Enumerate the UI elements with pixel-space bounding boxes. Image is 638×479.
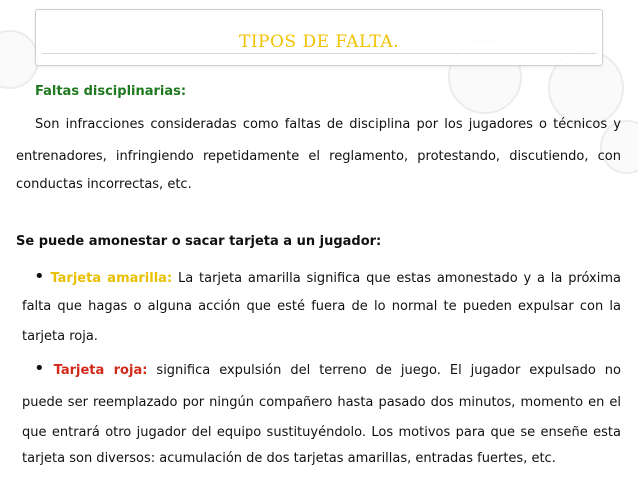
decorative-ball [0, 30, 39, 89]
paragraph-line: falta que hagas o alguna acción que esté fuera de lo normal te pueden expulsar con la [22, 299, 621, 314]
bullet: • [34, 266, 45, 287]
section-heading-cards: Se puede amonestar o sacar tarjeta a un jugador: [16, 234, 382, 249]
title-divider [42, 53, 596, 54]
yellow-card-text: La tarjeta amarilla significa que estas amonestado y a la próxima [177, 271, 621, 286]
paragraph-line: puede ser reemplazado por ningún compañero hasta pasado dos minutos, momento en el [22, 395, 621, 410]
paragraph-line: que entrará otro jugador del equipo sustituyéndolo. Los motivos para que se enseñe esta [22, 425, 621, 440]
title-box [35, 9, 603, 66]
paragraph-line: tarjeta son diversos: acumulación de dos tarjetas amarillas, entradas fuertes, etc. [22, 451, 556, 466]
red-card-label: Tarjeta roja: [53, 363, 148, 378]
yellow-card-item [34, 266, 621, 287]
red-card-item [34, 358, 621, 379]
paragraph-line: tarjeta roja. [22, 329, 98, 344]
red-card-text: significa expulsión del terreno de juego. El jugador expulsado no [156, 363, 621, 378]
paragraph-line: entrenadores, infringiendo repetidamente el reglamento, protestando, discutiendo, con [16, 149, 621, 164]
bullet: • [34, 358, 45, 379]
page-title: TIPOS DE FALTA. [238, 32, 399, 52]
section-heading-disciplinary: Faltas disciplinarias: [35, 84, 187, 99]
yellow-card-label: Tarjeta amarilla: [50, 271, 173, 286]
paragraph-line: conductas incorrectas, etc. [16, 177, 192, 192]
paragraph-line: Son infracciones consideradas como faltas de disciplina por los jugadores o técnicos y [35, 117, 621, 132]
